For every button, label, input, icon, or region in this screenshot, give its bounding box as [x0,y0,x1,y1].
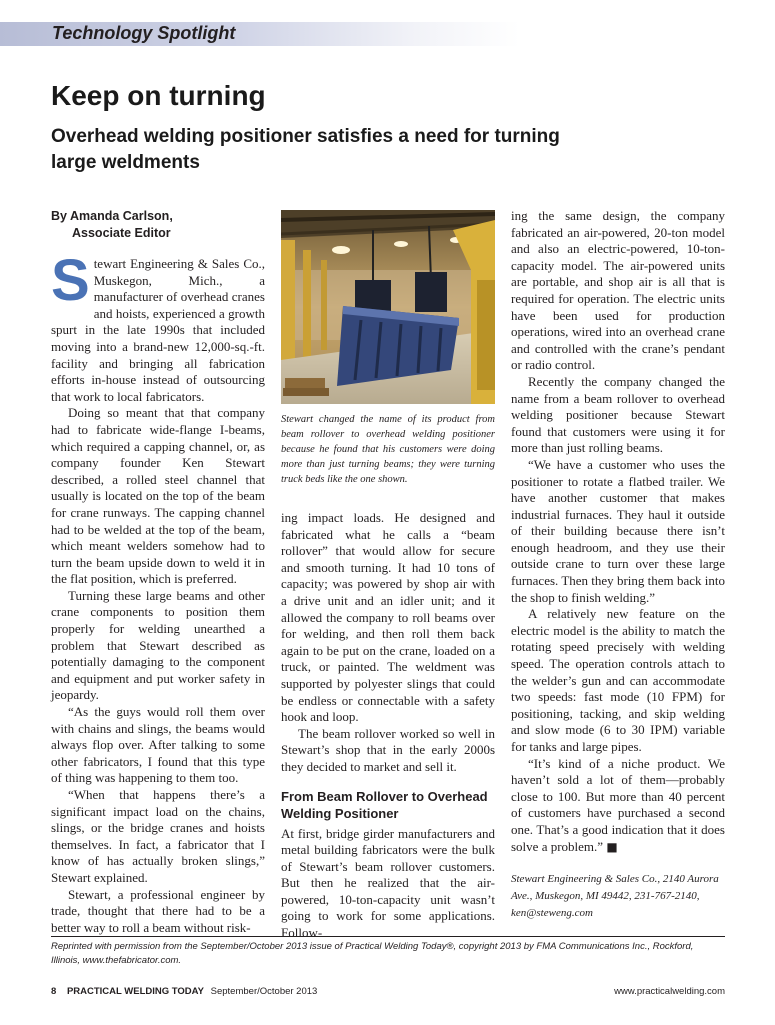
article-column-2 [281,510,495,942]
headline: Keep on turning [51,80,266,111]
paragraph-text: “It’s kind of a niche product. We haven’t sold a lot of them—probably close to 100. But more than 40 percent of customers have purchased a second one. That’s a good indication that it does solve a problem.” [511,755,725,854]
paragraph: “As the guys would roll them over with chains and slings, the beams would always flop over. After talking to some other fabricators, I found that this type of thing was happening to them too. [51,704,265,786]
paragraph: A relatively new feature on the electric model is the ability to match the rotating speed precisely with welding speed. The operation controls attach to the welder’s gun and can accommodate two speeds: fast mode (10 FPM) for positioning, tacking, and skip welding and slow mode (6 to 30 IPM) variable for tanks and large pipes. [511,606,725,754]
end-mark: ■ [606,839,618,854]
section-label: Technology Spotlight [52,23,236,43]
page-number: 8 [51,986,57,997]
photo-illustration [281,210,495,404]
paragraph: “We have a customer who uses the positioner to rotate a flatbed trailer. We have another customer that makes industrial furnaces. They haul it outside of their building because there isn’t enough headroom, and they use their outside crane to turn over these large furnaces. Then they bring them back into the shop to finish welding.” [511,456,725,605]
footer-url: www.practicalwelding.com [614,986,725,997]
byline-title: Associate Editor [72,226,171,240]
paragraph-text: tewart Engineering & Sales Co., Muskegon, Mich., a manufacturer of overhead cranes and hoists, experienced a growth spurt in the late 1990s that included moving into a brand-new 12,000-sq.-ft. facility and bringing all fabrication efforts in-house instead of outsourcing that work to local fabricators. [51,256,265,404]
paragraph: Recently the company changed the name from a beam rollover to overhead welding positioner because Stewart found that customers were using it for more than just rolling beams. [511,373,725,456]
paragraph: At first, bridge girder manufacturers and metal building fabricators were the bulk of Stewart’s beam rollover customers. But then he realized that the air-powered, 10-ton-capacity unit wasn’t going to work for some applications. Follow- [281,825,495,941]
contact-info: Stewart Engineering & Sales Co., 2140 Aurora Ave., Muskegon, MI 49442, 231-767-2140, ken@steweng.com [511,873,719,920]
paragraph [51,248,265,405]
paragraph: ing impact loads. He designed and fabricated what he calls a “beam rollover” that would allow for secure and smooth turning. It had 10 tons of capacity; was powered by shop air with a drive unit and an idler unit; and it allowed the company to roll beams over for welding, and then roll them back again to be put on the crane, loaded on a truck, or painted. The weldment was supported by polyester slings that could be endless or connectable with a safety hook and loop. [281,510,495,725]
deck: Overhead welding positioner satisfies a need for turning large weldments [51,126,560,173]
article-photo [281,210,495,404]
magazine-name: PRACTICAL WELDING TODAY [66,986,204,997]
article-column-3 [511,208,725,922]
footer-left [51,986,317,997]
footer-rule [51,936,725,937]
byline [51,208,265,242]
paragraph [511,756,725,856]
issue-date: September/October 2013 [210,986,318,997]
reprint-note: Reprinted with permission from the September/October 2013 issue of Practical Welding Today®, copyright 2013 by FMA Communications Inc., Rockford, Illinois, www.thefabricator.com. [51,941,694,966]
subheading: From Beam Rollover to Overhead Welding Positioner [281,788,488,821]
paragraph: The beam rollover worked so well in Stewart’s shop that in the early 2000s they decided to market and sell it. [281,725,495,774]
paragraph: Turning these large beams and other crane components to position them properly for welding unearthed a problem that Stewart described as potentially damaging to the component and equipment and put worker safety in jeopardy. [51,587,265,703]
photo-caption: Stewart changed the name of its product from beam rollover to overhead welding positioner because he found that his customers were doing more than just turning beams; they were turning truck beds like the one shown. [281,414,495,485]
byline-author: By Amanda Carlson, [51,209,173,223]
paragraph: ing the same design, the company fabricated an air-powered, 20-ton model and also an electric-powered, 10-ton-capacity model. The air-powered units are portable, and shop air is all that is required for operation. The electric units have been used for production operations, wired into an overhead crane and controlled with the crane’s pendant or radio control. [511,208,725,373]
paragraph: Stewart, a professional engineer by trade, thought that there had to be a better way to roll a beam without risk- [51,886,265,935]
paragraph: “When that happens there’s a significant impact load on the chains, slings, or the bridge cranes and hoists themselves. In fact, a fabricator that I know of has actually broken slings,” Stewart explained. [51,787,265,885]
paragraph: Doing so meant that that company had to fabricate wide-flange I-beams, which required a capping channel, or, as company founder Ken Stewart described, a rolled steel channel that usually is located on the top of the beam for crane runways. The capping channel had to be welded at the top of the beam, which meant welders somehow had to turn the beam upside down to weld it in the flat position, which is preferred. [51,405,265,587]
article-column-1 [51,208,265,936]
dropcap: S [51,248,90,313]
